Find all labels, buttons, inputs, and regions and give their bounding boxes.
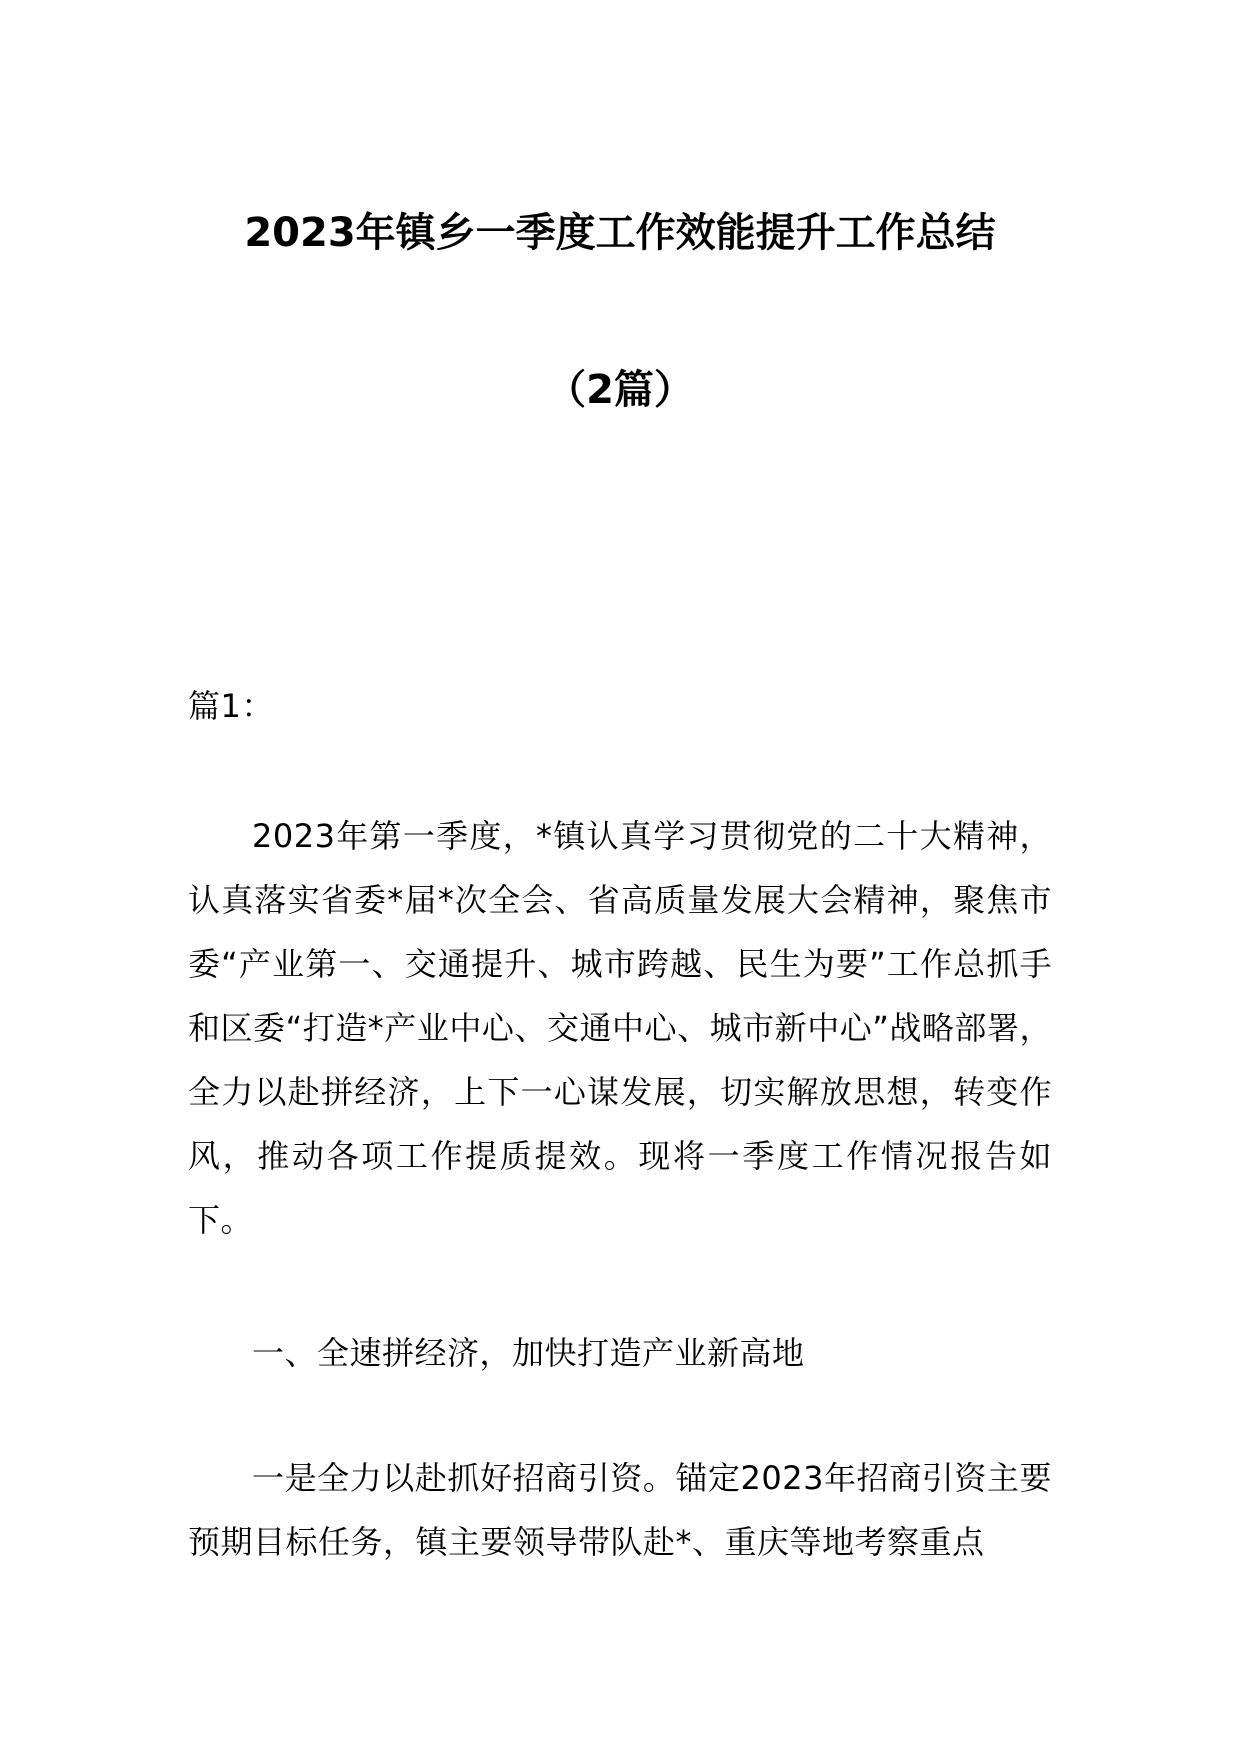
document-title: 2023年镇乡一季度工作效能提升工作总结 bbox=[244, 210, 996, 256]
body-paragraph: 2023年第一季度，*镇认真学习贯彻党的二十大精神，认真落实省委*届*次全会、省高质量发展大会精神，聚焦市委“产业第一、交通提升、城市跨越、民生为要”工作总抓手和区委“打造*产业中心、交通中心、城市新中心”战略部署，全力以赴拼经济，上下一心谋发展，切实解放思想，转变作风，推动各项工作提质提效。现将一季度工作情况报告如下。 bbox=[188, 817, 1052, 1239]
document-subtitle: （2篇） bbox=[546, 367, 694, 413]
section-label: 篇1： bbox=[188, 687, 274, 725]
body-paragraph: 一是全力以赴抓好招商引资。锚定2023年招商引资主要预期目标任务，镇主要领导带队赴*、重庆等地考察重点 bbox=[188, 1459, 1052, 1561]
section-heading: 一、全速拼经济，加快打造产业新高地 bbox=[252, 1334, 805, 1372]
